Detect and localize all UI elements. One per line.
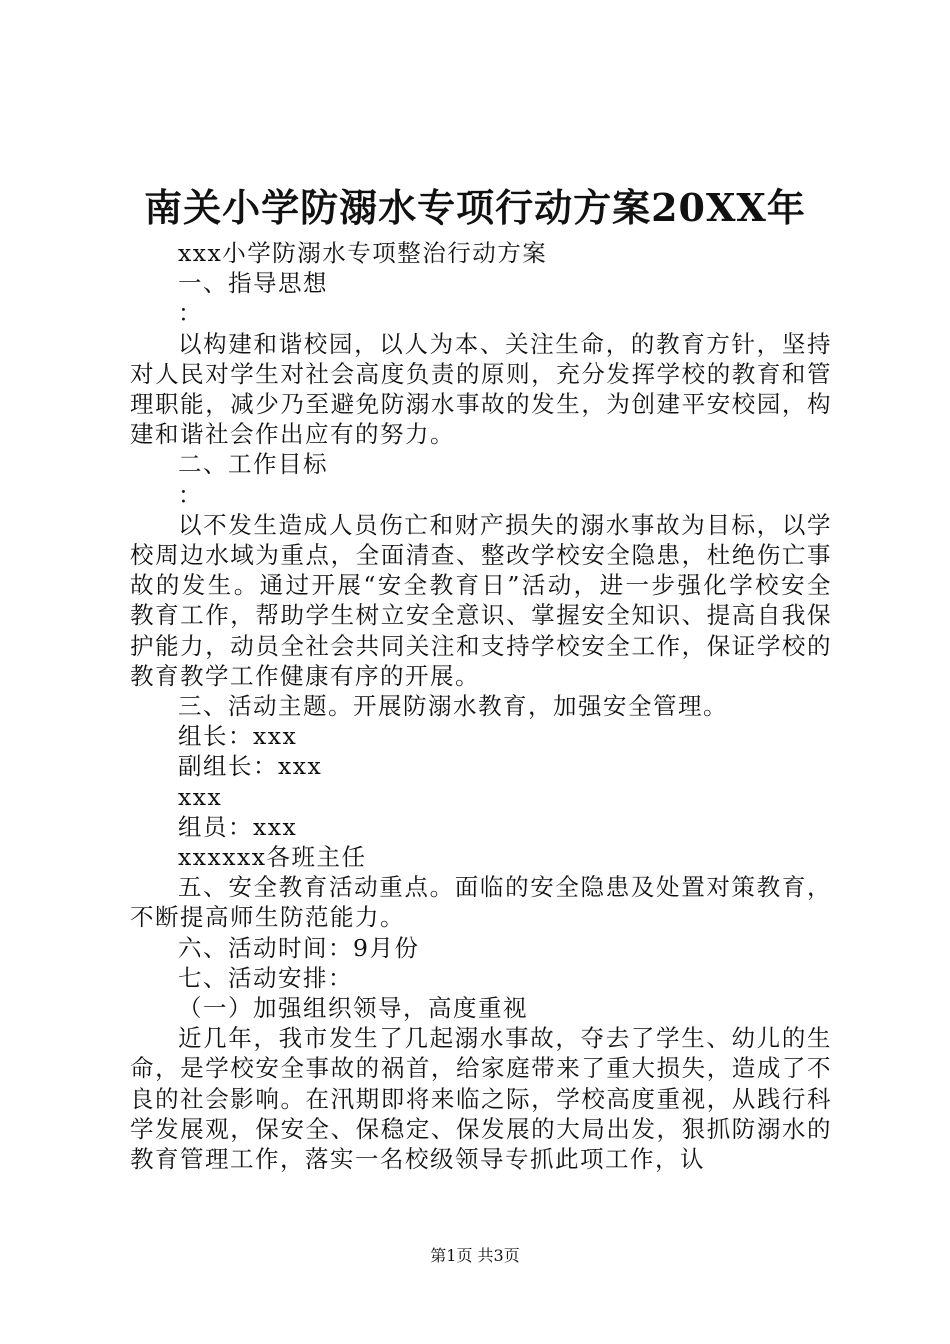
doc-paragraph: xxx小学防溺水专项整治行动方案 [178,239,548,267]
doc-paragraph: 副组长：xxx [178,752,323,781]
section-heading: 六、活动时间：9月份 [178,933,420,962]
doc-paragraph: xxxxxx各班主任 [178,843,367,872]
doc-paragraph: ： [178,299,203,328]
subsection-heading: （一）加强组织领导，高度重视 [178,994,528,1023]
doc-paragraph: 组长：xxx [178,722,298,751]
doc-paragraph: xxx [178,782,223,811]
section-heading: 二、工作目标 [178,450,328,479]
page-footer: 第1页 共3页 [430,1246,520,1265]
doc-paragraph: ： [178,480,203,509]
document-title: 南关小学防溺水专项行动方案20XX年 [144,185,806,230]
doc-paragraph: 近几年，我市发生了几起溺水事故，夺去了学生、幼儿的生命，是学校安全事故的祸首，给家庭带来了重大损失，造成了不良的社会影响。在汛期即将来临之际，学校高度重视，从践行科学发展观，保安全、保稳定、保发展的大局出发，狠抓防溺水的教育管理工作，落实一名校级领导专抓此项工作，认 [130,1024,832,1174]
doc-paragraph: 以构建和谐校园，以人为本、关注生命，的教育方针，坚持对人民对学生对社会高度负责的原则，充分发挥学校的教育和管理职能，减少乃至避免防溺水事故的发生，为创建平安校园，构建和谐社会作出应有的努力。 [130,329,832,449]
section-heading: 三、活动主题。开展防溺水教育，加强安全管理。 [178,692,728,721]
document-body [130,238,832,1174]
doc-paragraph: 组员：xxx [178,812,298,841]
section-heading: 五、安全教育活动重点。面临的安全隐患及处置对策教育，不断提高师生防范能力。 [130,873,832,932]
doc-paragraph: 以不发生造成人员伤亡和财产损失的溺水事故为目标，以学校周边水域为重点，全面清查、整改学校安全隐患，杜绝伤亡事故的发生。通过开展“安全教育日”活动，进一步强化学校安全教育工作，帮助学生树立安全意识、掌握安全知识、提高自我保护能力，动员全社会共同关注和支持学校安全工作，保证学校的教育教学工作健康有序的开展。 [130,510,832,690]
section-heading: 七、活动安排： [178,963,353,992]
section-heading: 一、指导思想 [178,269,328,298]
